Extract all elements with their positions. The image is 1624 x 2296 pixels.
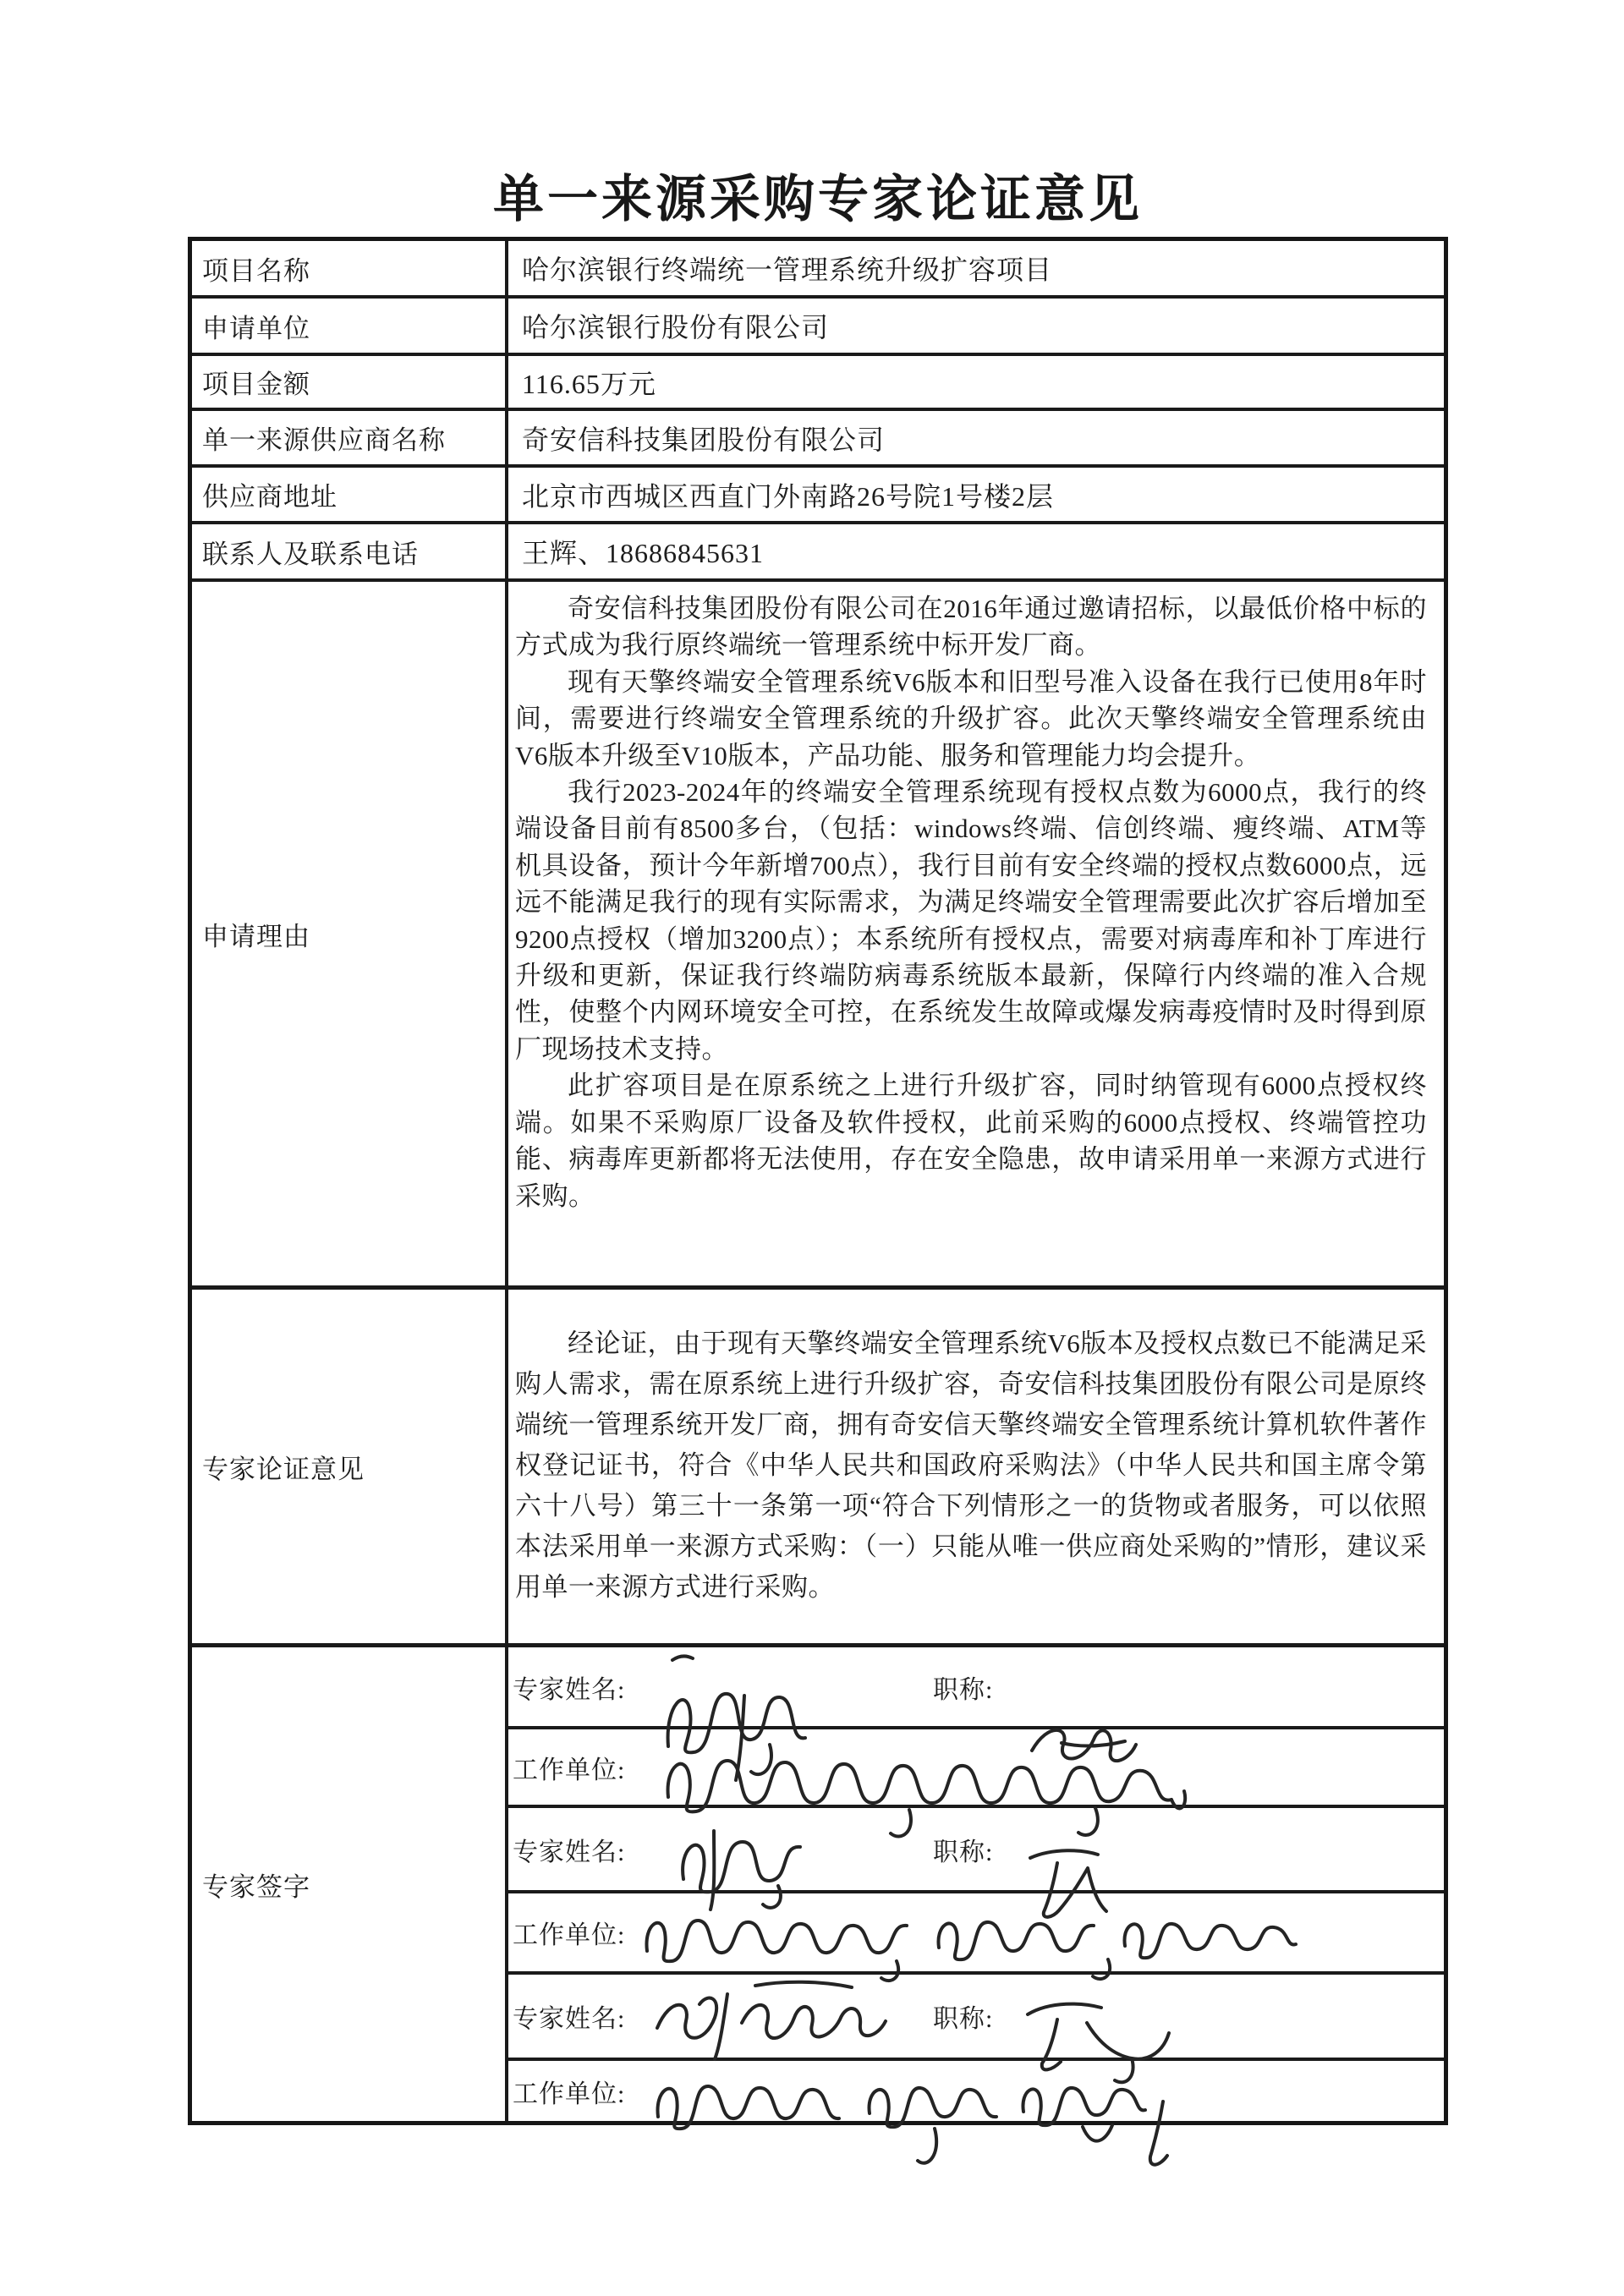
- table-row-expert-signatures: [192, 1647, 1444, 2121]
- opinion-form-table: [188, 237, 1448, 2125]
- signature-row-name-2: [508, 1808, 1444, 1893]
- field-label-expert-signature: 专家签字: [192, 1647, 508, 2121]
- signature-row-unit-3: [508, 2061, 1444, 2121]
- signature-row-name-1: [508, 1647, 1444, 1729]
- reason-paragraph: 奇安信科技集团股份有限公司在2016年通过邀请招标，以最低价格中标的方式成为我行原终端统一管理系统中标开发厂商。: [515, 594, 1427, 660]
- field-label-applicant: 申请单位: [192, 299, 508, 353]
- field-label-supplier-name: 单一来源供应商名称: [192, 411, 508, 464]
- reason-paragraph: 此扩容项目是在原系统之上进行升级扩容，同时纳管现有6000点授权终端。如果不采购原厂设备及软件授权，此前采购的6000点授权、终端管控功能、病毒库更新都将无法使用，存在安全隐患，故申请采用单一来源方式进行采购。: [515, 1071, 1427, 1211]
- expert-opinion-text: [508, 1290, 1444, 1643]
- field-value-amount: 116.65万元: [522, 368, 656, 399]
- field-value-supplier-name: 奇安信科技集团股份有限公司: [522, 424, 886, 455]
- signature-row-unit-2: [508, 1893, 1444, 1975]
- signature-row-unit-1: [508, 1729, 1444, 1808]
- table-row: [192, 411, 1444, 468]
- field-value-project-name: 哈尔滨银行终端统一管理系统升级扩容项目: [522, 255, 1053, 285]
- work-unit-label: 工作单位:: [513, 2080, 626, 2108]
- opinion-paragraph: 经论证，由于现有天擎终端安全管理系统V6版本及授权点数已不能满足采购人需求，需在原系统上进行升级扩容，奇安信科技集团股份有限公司是原终端统一管理系统开发厂商，拥有奇安信天擎终端安全管理系统计算机软件著作权登记证书，符合《中华人民共和国政府采购法》（中华人民共和国主席令第六十八号）第三十一条第一项“符合下列情形之一的货物或者服务，可以依照本法采用单一来源方式采购：（一）只能从唯一供应商处采购的”情形，建议采用单一来源方式进行采购。: [515, 1329, 1427, 1602]
- reason-paragraph: 我行2023-2024年的终端安全管理系统现有授权点数为6000点，我行的终端设备目前有8500多台，（包括：windows终端、信创终端、瘦终端、ATM等机具设备，预计今年新增700点），我行目前有安全终端的授权点数6000点，远远不能满足我行的现有实际需求，为满足终端安全管理需要此次扩容后增加至9200点授权（增加3200点）；本系统所有授权点，需要对病毒库和补丁库进行升级和更新，保证我行终端防病毒系统版本最新，保障行内终端的准入合规性，使整个内网环境安全可控，在系统发生故障或爆发病毒疫情时及时得到原厂现场技术支持。: [515, 777, 1427, 1064]
- table-row: [192, 356, 1444, 411]
- field-label-supplier-address: 供应商地址: [192, 468, 508, 521]
- field-value-contact: 王辉、18686845631: [522, 538, 765, 568]
- expert-name-label: 专家姓名:: [513, 1838, 626, 1866]
- expert-title-label: 职称:: [933, 1675, 994, 1704]
- work-unit-label: 工作单位:: [513, 1756, 626, 1784]
- table-row: [192, 299, 1444, 356]
- table-row: [192, 468, 1444, 524]
- signature-row-name-3: [508, 1975, 1444, 2061]
- field-label-amount: 项目金额: [192, 356, 508, 408]
- expert-name-label: 专家姓名:: [513, 2005, 626, 2033]
- reason-paragraph: 现有天擎终端安全管理系统V6版本和旧型号准入设备在我行已使用8年时间，需要进行终端安全管理系统的升级扩容。此次天擎终端安全管理系统由V6版本升级至V10版本，产品功能、服务和管理能力均会提升。: [515, 666, 1427, 770]
- field-value-supplier-address: 北京市西城区西直门外南路26号院1号楼2层: [522, 480, 1055, 512]
- signature-rows: [508, 1647, 1444, 2121]
- field-label-contact: 联系人及联系电话: [192, 524, 508, 578]
- work-unit-label: 工作单位:: [513, 1921, 626, 1949]
- table-row-expert-opinion: [192, 1290, 1444, 1647]
- table-row-apply-reason: [192, 582, 1444, 1290]
- document-title: 单一来源采购专家论证意见: [493, 172, 1143, 227]
- field-label-project-name: 项目名称: [192, 241, 508, 295]
- table-row: [192, 241, 1444, 299]
- field-label-expert-opinion: 专家论证意见: [192, 1290, 508, 1643]
- expert-title-label: 职称:: [933, 1838, 994, 1866]
- table-row: [192, 524, 1444, 582]
- apply-reason-text: [508, 582, 1444, 1285]
- field-label-apply-reason: 申请理由: [192, 582, 508, 1285]
- field-value-applicant: 哈尔滨银行股份有限公司: [522, 312, 830, 342]
- expert-title-label: 职称:: [933, 2005, 994, 2033]
- expert-name-label: 专家姓名:: [513, 1675, 626, 1704]
